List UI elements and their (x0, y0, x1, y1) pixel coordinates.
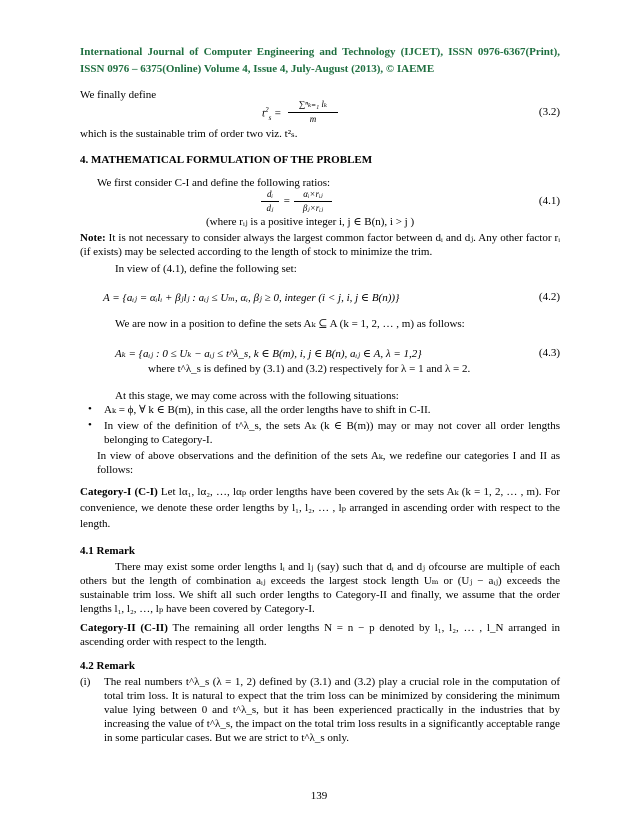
eq32-lhs: $t^2_s$ = (262, 106, 282, 122)
eq41-equals: = (283, 195, 291, 207)
paragraph-in-view: In view of (4.1), define the following set: (115, 263, 297, 275)
bullet-2-text: In view of the definition of t^λ_s, the sets Aₖ (k ∈ B(m)) may or may not cover all order lengths belonging to Category-I. (104, 420, 560, 446)
eq41-a-numerator: dᵢ (267, 189, 273, 199)
paragraph-where-r: (where rᵢⱼ is a positive integer i, j ∈ B(n), i > j ) (206, 216, 415, 228)
category-2-label: Category-II (C-II) (80, 622, 168, 634)
eq41-b-denominator: βⱼ×rᵢⱼ (302, 203, 324, 213)
eq32-numerator: ∑ⁿₖ₌₁ lₖ (298, 99, 328, 109)
bullet-1-marker: • (88, 403, 92, 415)
paragraph-sustainable-trim: which is the sustainable trim of order two viz. t²ₛ. (80, 128, 298, 140)
section-4-heading: 4. MATHEMATICAL FORMULATION OF THE PROBLEM (80, 154, 373, 166)
paragraph-define: We finally define (80, 89, 157, 101)
page-number: 139 (310, 790, 328, 802)
remark-4-1-heading: 4.1 Remark (80, 545, 135, 557)
equation-4-3: Aₖ = {aᵢⱼ : 0 ≤ Uₖ − aᵢⱼ ≤ t^λ_s, k ∈ B(m), i, j ∈ B(n), aᵢⱼ ∈ A, λ = 1,2} (115, 348, 422, 360)
item-i-text: The real numbers t^λ_s (λ = 1, 2) defined by (3.1) and (3.2) play a crucial role in the computation of total trim loss. It is natural to expect that the trim loss can be minimized by considering the minimum value lying between 0 and t^λ_s, but it has been experienced practically in the industries that by increasing the value of t^λ_s, the impact on the total trim loss results in a significantly acceptable range in some particular cases. But we are strict to t^λ_s only. (104, 676, 560, 744)
eq41-a-line (261, 201, 279, 202)
note-paragraph (80, 231, 560, 259)
category-1-text: Let lα₁, lα₂, …, lαₚ order lengths have been covered by the sets Aₖ (k = 1, 2, … , m). For convenience, we denote these order lengths by l₁, l₂, … , lₚ arranged in ascending order with respect to the length. (80, 486, 560, 530)
paragraph-position: We are now in a position to define the sets Aₖ ⊆ A (k = 1, 2, … , m) as follows: (115, 318, 465, 330)
bullet-2-marker: • (88, 419, 92, 431)
category-1-label: Category-I (C-I) (80, 486, 158, 498)
eq41-number: (4.1) (538, 195, 560, 207)
eq32-number: (3.2) (538, 106, 560, 118)
remark-4-1-text: There may exist some order lengths lᵢ and lⱼ (say) such that dᵢ and dⱼ ofcourse are multiple of each others but the length of combination aᵢⱼ exceeds the largest stock length Uₘ or (Uⱼ − aᵢⱼ) exceeds the sustainable trim loss. We shift all such order lengths to Category-II and finally, we assume that the order lengths l₁, l₂, …, lₚ have been covered by Category-I. (80, 561, 560, 615)
category-2-paragraph (80, 621, 560, 649)
eq41-b-line (294, 201, 332, 202)
eq32-fraction-line (288, 112, 338, 113)
paragraph-ts-defined: where t^λ_s is defined by (3.1) and (3.2) respectively for λ = 1 and λ = 2. (148, 363, 471, 375)
note-label: Note: (80, 232, 106, 244)
category-2-text: The remaining all order lengths N = n − p denoted by l₁, l₂, … , l_N arranged in ascending order with respect to the length. (80, 622, 561, 648)
eq32-denominator: m (309, 114, 317, 124)
item-i-marker: (i) (80, 676, 91, 688)
note-text: It is not necessary to consider always the largest common factor between dᵢ and dⱼ. Any other factor rᵢ (if exists) may be selected according to the length of stock to minimize the trim. (80, 232, 560, 258)
paragraph-first-consider: We first consider C-I and define the following ratios: (97, 177, 331, 189)
eq43-number: (4.3) (538, 347, 560, 359)
eq41-a-denominator: dⱼ (266, 203, 274, 213)
paragraph-at-this-stage: At this stage, we may come across with the following situations: (115, 390, 399, 402)
paragraph-observations: In view of above observations and the definition of the sets Aₖ, we redefine our categories I and II as follows: (97, 450, 560, 476)
remark-4-2-heading: 4.2 Remark (80, 660, 135, 672)
bullet-1-text: Aₖ = ϕ, ∀ k ∈ B(m), in this case, all the order lengths have to shift in C-II. (104, 404, 431, 416)
journal-header: International Journal of Computer Engineering and Technology (IJCET), ISSN 0976-6367(Print), ISSN 0976 – 6375(Online) Volume 4, Issue 4, July-August (2013), © IAEME (80, 46, 560, 75)
eq41-b-numerator: αᵢ×rᵢⱼ (303, 189, 323, 199)
category-1-paragraph (80, 484, 560, 532)
equation-4-2: A = {aᵢⱼ = αᵢlᵢ + βⱼlⱼ : aᵢⱼ ≤ Uₘ, αᵢ, βⱼ ≥ 0, integer (i < j, i, j ∈ B(n))} (103, 292, 400, 304)
eq42-number: (4.2) (538, 291, 560, 303)
